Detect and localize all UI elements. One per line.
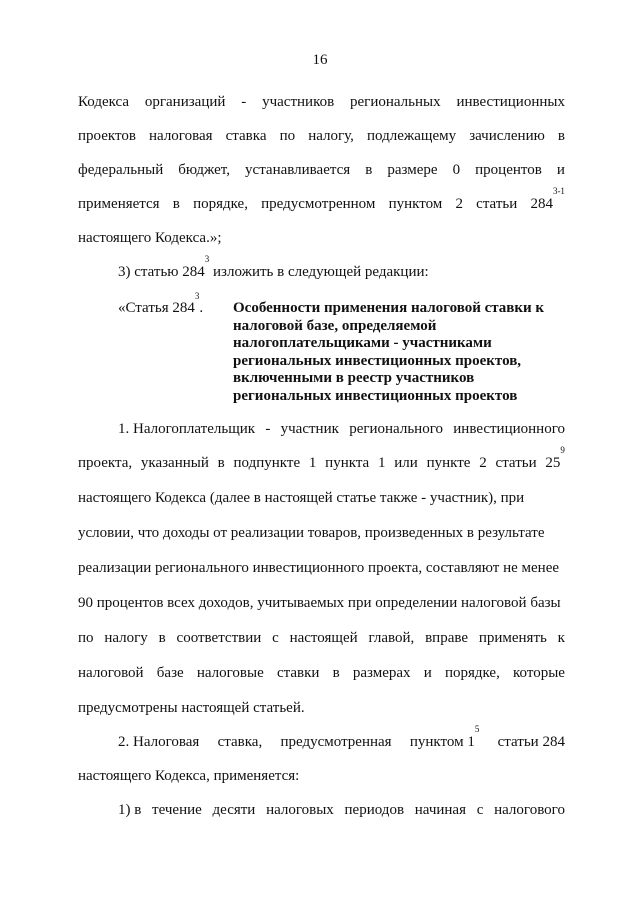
article-title [233, 300, 553, 405]
word: инвестиционных [456, 94, 565, 110]
paragraph1-line1 [78, 93, 565, 111]
subclause1-line1 [118, 801, 565, 819]
word: или [394, 455, 418, 471]
paragraph1-line5: настоящего Кодекса.»; [78, 230, 222, 246]
ref-number: 25 [545, 455, 561, 471]
word: налогового [494, 802, 565, 818]
word: с [272, 630, 279, 646]
article-title-line: налогоплательщиками - участниками [233, 335, 492, 351]
word: к [557, 630, 565, 646]
item3-suffix: изложить в следующей редакции: [209, 264, 429, 280]
word: подлежащему [367, 128, 457, 144]
word: размерах [352, 665, 411, 681]
word: налоговой [78, 665, 144, 681]
word: инвестиционного [453, 421, 565, 437]
word: проектов [78, 128, 136, 144]
word: 0 [452, 162, 461, 178]
word: - [241, 94, 247, 110]
ref-number: 284 [530, 196, 553, 212]
point-text: пунктом 1 [409, 734, 475, 750]
word: с [476, 802, 484, 818]
ref-superscript: 3-1 [552, 186, 565, 196]
word: ставки [276, 665, 320, 681]
word: Кодекса [78, 94, 130, 110]
word: - [265, 421, 271, 437]
word: участник [280, 421, 339, 437]
word: указанный [140, 455, 209, 471]
word: 1 [308, 455, 317, 471]
word: порядке, [193, 196, 248, 212]
word: в [557, 128, 565, 144]
word: 1 [378, 455, 386, 471]
clause1-line4: условии, что доходы от реализации товаров, произведенных в результате [78, 525, 545, 541]
word: региональных [350, 94, 441, 110]
word: размере [387, 162, 438, 178]
ref-superscript: 9 [560, 445, 565, 455]
item3-prefix: 3) статью 284 [118, 264, 205, 280]
word: применять [478, 630, 547, 646]
word: статьи [476, 196, 518, 212]
word: предусмотренном [261, 196, 376, 212]
word: зачислению [469, 128, 545, 144]
word: устанавливается [245, 162, 351, 178]
article-reference [545, 445, 565, 472]
article-label-text: «Статья 284 [118, 300, 195, 316]
word: в [365, 162, 373, 178]
word: процентов [475, 162, 542, 178]
word: начиная [414, 802, 466, 818]
article-label-superscript: 3 [194, 291, 200, 301]
word: налогу, [308, 128, 354, 144]
word: ставка [225, 128, 267, 144]
word: пункте [426, 455, 471, 471]
word: 1) в [118, 802, 142, 818]
word: в [158, 630, 166, 646]
word: регионального [349, 421, 443, 437]
word: пункта [325, 455, 370, 471]
word: ставка, [217, 734, 263, 750]
item3-line [118, 254, 605, 281]
paragraph1-line3 [78, 161, 565, 179]
word: пунктом [388, 196, 443, 212]
word: налоговая [149, 128, 213, 144]
word: десяти [212, 802, 256, 818]
word: соответствии [176, 630, 262, 646]
article-title-line: региональных инвестиционных проектов, [233, 352, 522, 369]
word: и [556, 162, 565, 178]
word: подпункте [233, 455, 301, 471]
clause2-line1 [118, 724, 565, 751]
word: течение [152, 802, 202, 818]
word: периодов [344, 802, 405, 818]
word: статьи 284 [497, 734, 565, 750]
word: налогу [104, 630, 148, 646]
word: вправе [425, 630, 468, 646]
clause1-line2 [78, 445, 565, 472]
word: базе [156, 665, 184, 681]
word: 2 [479, 455, 487, 471]
article-title-line: включенными в реестр участников [233, 370, 475, 386]
word: по [279, 128, 296, 144]
word: бюджет, [178, 162, 230, 178]
word: порядке, [444, 665, 500, 681]
word: проекта, [78, 455, 133, 471]
word: по [78, 630, 94, 646]
word: и [423, 665, 432, 681]
clause1-line1 [118, 420, 565, 438]
word: налоговые [196, 665, 264, 681]
word: главой, [368, 630, 415, 646]
word: налоговых [266, 802, 334, 818]
point-superscript: 5 [474, 724, 480, 734]
word: 1. Налогоплательщик [118, 421, 256, 437]
word: в [332, 665, 340, 681]
article-label-end: . [199, 300, 204, 316]
word: настоящей [289, 630, 358, 646]
word: в [217, 455, 225, 471]
item3-superscript: 3 [204, 254, 210, 264]
clause2-line2: настоящего Кодекса, применяется: [78, 768, 300, 784]
word: участников [262, 94, 335, 110]
clause1-line9: предусмотрены настоящей статьей. [78, 700, 305, 716]
article-title-line: Особенности применения налоговой ставки к [233, 300, 545, 316]
clause1-line6: 90 процентов всех доходов, учитываемых при определении налоговой базы [78, 595, 561, 611]
clause1-line3: настоящего Кодекса (далее в настоящей статье также - участник), при [78, 490, 525, 506]
paragraph1-line4 [78, 186, 565, 213]
paragraph1-line2 [78, 127, 565, 145]
word: которые [513, 665, 565, 681]
word: 2 [455, 196, 463, 212]
article-reference [530, 186, 565, 213]
clause1-line7 [78, 629, 565, 647]
word: организаций [144, 94, 226, 110]
word: применяется [78, 196, 160, 212]
article-title-line: налоговой базе, определяемой [233, 317, 437, 334]
article-label [118, 291, 204, 317]
word: 2. Налоговая [118, 734, 200, 750]
clause1-line5: реализации регионального инвестиционного проекта, составляют не менее [78, 560, 560, 576]
point-reference [409, 724, 480, 751]
word: предусмотренная [280, 734, 392, 750]
page-number: 16 [312, 52, 328, 68]
word: в [172, 196, 180, 212]
word: федеральный [78, 162, 164, 178]
word: статьи [495, 455, 537, 471]
article-title-line: региональных инвестиционных проектов [233, 387, 518, 404]
clause1-line8 [78, 664, 565, 682]
